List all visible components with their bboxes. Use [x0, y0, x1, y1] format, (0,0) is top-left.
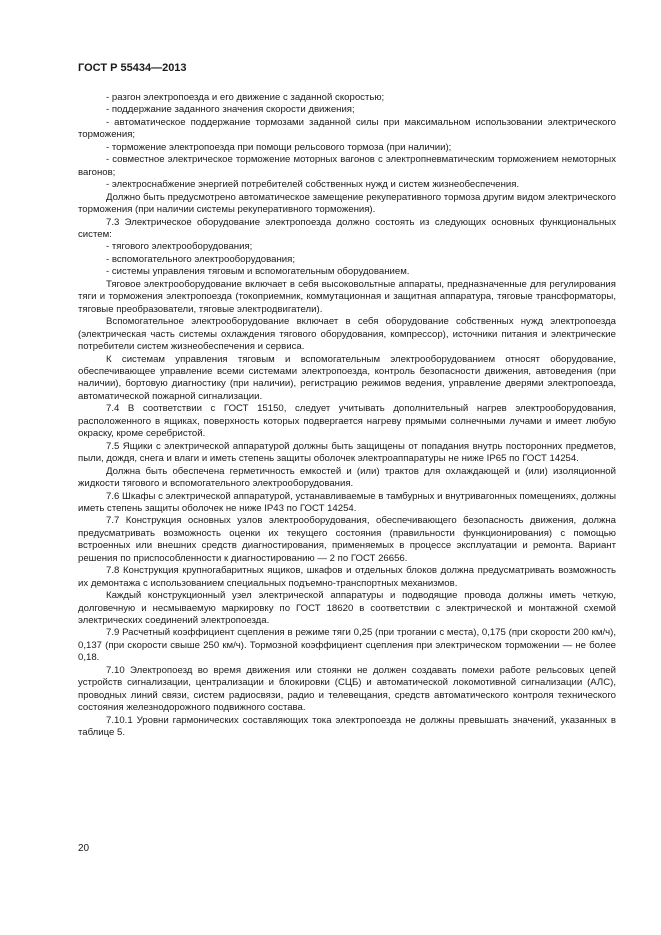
paragraph: Должна быть обеспечена герметичность емкостей и (или) трактов для охлаждающей и (или) изоляционной жидкости тягового и вспомогательного электрооборудования. [78, 465, 616, 490]
paragraph: 7.6 Шкафы с электрической аппаратурой, устанавливаемые в тамбурных и внутривагонных помещениях, должны иметь степень защиты оболочек не ниже IP43 по ГОСТ 14254. [78, 490, 616, 514]
paragraph: 7.8 Конструкция крупногабаритных ящиков, шкафов и отдельных блоков должна предусматривать возможность их демонтажа с использованием специальных подъемно-транспортных механизмов. [78, 565, 616, 589]
paragraph: 7.10.1 Уровни гармонических составляющих тока электропоезда не должны превышать значений, указанных в таблице 5. [78, 714, 616, 739]
list-item: - тягового электрооборудования; [106, 241, 253, 253]
paragraph: Тяговое электрооборудование включает в себя высоковольтные аппараты, предназначенные для регулирования тяги и торможения электропоезда (токоприемник, коммутационная и защитная аппаратура, тяговые трансформаторы, тяговые преобразователи, тяговые электродвигатели). [78, 278, 616, 315]
list-item: - системы управления тяговым и вспомогательным оборудованием. [106, 266, 410, 278]
paragraph: К системам управления тяговым и вспомогательным электрооборудованием относят оборудование, обеспечивающее управление всеми системами электропоезда, контроль безопасности движения, автоведения (при наличии), бортовую диагностику (при наличии), регистрацию режимов ведения, управление дверями электропоезда, автоматической пожарной сигнализации. [78, 353, 616, 402]
paragraph: 7.5 Ящики с электрической аппаратурой должны быть защищены от попадания внутрь посторонних предметов, пыли, дождя, снега и влаги и иметь степень защиты оболочек электроаппаратуры не ниже IP65 по ГОСТ 14254. [78, 440, 616, 465]
paragraph: 7.3 Электрическое оборудование электропоезда должно состоять из следующих основных функциональных систем: [78, 216, 616, 240]
list-item: - совместное электрическое торможение моторных вагонов с электропневматическим торможением немоторных вагонов; [78, 154, 616, 178]
list-item: - вспомогательного электрооборудования; [106, 253, 295, 265]
paragraph: 7.7 Конструкция основных узлов электрооборудования, обеспечивающего безопасность движения, должна предусматривать возможность оценки их текущего состояния (правильности функционирования) с помощью встроенных или внешних средств диагностирования, применяемых в процессе эксплуатации и ремонта. Вариант решения по приспособленности к диагностированию — 2 по ГОСТ 26656. [78, 515, 616, 564]
page-number: 20 [78, 843, 90, 854]
list-item: - торможение электропоезда при помощи рельсового тормоза (при наличии); [106, 141, 452, 153]
document-header: ГОСТ Р 55434—2013 [78, 62, 187, 74]
paragraph: Каждый конструкционный узел электрической аппаратуры и подводящие провода должны иметь четкую, долговечную и несмываемую маркировку по ГОСТ 18620 в соответствии с электрической и монтажной схемой электрических соединений электропоезда. [78, 590, 616, 627]
list-item: - поддержание заданного значения скорости движения; [106, 104, 355, 116]
paragraph: Должно быть предусмотрено автоматическое замещение рекуперативного тормоза другим видом электрического торможения (при наличии системы рекуперативного торможения). [78, 191, 616, 216]
document-body [78, 92, 616, 740]
list-item: - автоматическое поддержание тормозами заданной силы при максимальном использовании электрического торможения; [78, 116, 616, 141]
paragraph: Вспомогательное электрооборудование включает в себя оборудование собственных нужд электропоезда (электрическая часть системы охлаждения тягового оборудования, компрессор), источники питания и электрические потребители систем жизнеобеспечения и сервиса. [78, 316, 616, 353]
paragraph: 7.9 Расчетный коэффициент сцепления в режиме тяги 0,25 (при трогании с места), 0,175 (при скорости 200 км/ч), 0,137 (при скорости свыше 250 км/ч). Тормозной коэффициент сцепления при электрическом торможении — не более 0,18. [78, 627, 616, 664]
paragraph: 7.10 Электропоезд во время движения или стоянки не должен создавать помехи работе рельсовых цепей устройств сигнализации, централизации и блокировки (СЦБ) и автоматической локомотивной сигнализации (АЛС), проводных линий связи, систем радиосвязи, радио и телевещания, средств автоматического контроля технического состояния железнодорожного подвижного состава. [78, 664, 616, 714]
list-item: - электроснабжение энергией потребителей собственных нужд и систем жизнеобеспечения. [106, 179, 520, 191]
list-item: - разгон электропоезда и его движение с заданной скоростью; [106, 92, 385, 103]
paragraph: 7.4 В соответствии с ГОСТ 15150, следует учитывать дополнительный нагрев электрооборудования, расположенного в ящиках, поверхность которых подвергается нагреву прямыми солнечными лучами и имеет любую окраску, кроме серебристой. [78, 403, 616, 440]
